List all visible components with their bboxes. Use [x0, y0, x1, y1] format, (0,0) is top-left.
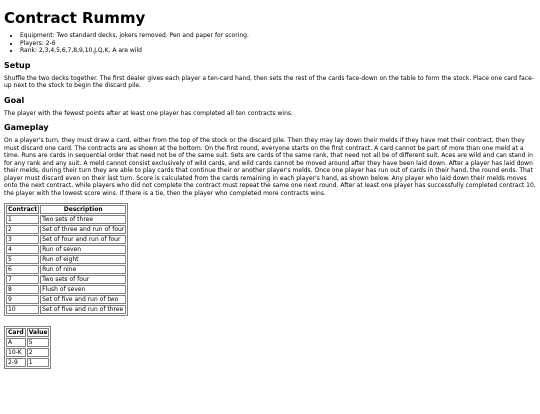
contract-description: Run of seven: [40, 245, 126, 254]
table-header-row: [6, 205, 126, 214]
contract-number: 4: [6, 245, 39, 254]
goal-text: The player with the fewest points after at least one player has completed all ten contracts wins.: [4, 109, 293, 117]
setup-heading: Setup: [4, 60, 31, 70]
contract-description: Two sets of four: [40, 275, 126, 284]
contract-description: Flush of seven: [40, 285, 126, 294]
page-title: Contract Rummy: [4, 9, 146, 27]
card-value: 5: [27, 338, 50, 347]
table-row: [6, 295, 126, 304]
table-row: [6, 265, 126, 274]
column-header-value: Value: [28, 329, 48, 336]
contract-number: 7: [6, 275, 39, 284]
goal-heading: Goal: [4, 95, 25, 105]
contract-number: 9: [6, 295, 39, 304]
setup-text: Shuffle the two decks together. The first dealer gives each player a ten-card hand, then sets the rest of the cards face-down on the table to form the stock. Place one card face-up next to the stock to begin the discard pile.: [4, 74, 534, 89]
contract-description: Set of five and run of two: [40, 295, 126, 304]
table-row: [6, 358, 49, 367]
table-row: [6, 225, 126, 234]
contract-description: Run of eight: [40, 255, 126, 264]
gameplay-heading: Gameplay: [4, 123, 49, 132]
column-header-contract: Contract: [8, 206, 38, 213]
contract-description: Two sets of three: [40, 215, 126, 224]
contract-number: 1: [6, 215, 39, 224]
table-row: [6, 275, 126, 284]
column-header-card: Card: [8, 329, 24, 336]
contracts-table: [4, 203, 128, 316]
table-header-row: [6, 328, 49, 337]
column-header-description: Description: [40, 205, 126, 214]
card-rank: 2-9: [6, 358, 26, 367]
intro-list: [4, 32, 536, 55]
gameplay-text: On a player's turn, they must draw a card, either from the top of the stock or the discard pile. Then they may lay down their melds if they have met their contract, then they must discard one card. The contracts are as shown at the bottom. On the first round, everyone starts on the first contract. A card cannot be part of more than one meld at a time. Runs are cards in sequential order that need not be of the same suit. Sets are cards of the same rank, that need not all be of different suit. Aces are wild and can stand in for any rank and any suit. A meld cannot consist exclusively of wild cards, and wild cards cannot be moved around after they have been laid down. After a player has laid down their melds, during their turn they are able to play cards that continue their or another player's melds. Once one player has run out of cards in their hand, the round ends. That player must discard even on their last turn. Score is calculated from the cards remaining in each player's hand, as shown below. Any player who laid down their melds moves onto the next contract, while players who did not complete the contract must repeat the same one next round. After at least one player has successfully completed contract 10, the player with the lowest score wins. If there is a tie, then the player who completed more contracts wins.: [4, 137, 536, 197]
table-row: [6, 215, 126, 224]
card-value: 2: [27, 348, 50, 357]
list-item-equipment: • Equipment: Two standard decks, jokers removed. Pen and paper for scoring.: [20, 32, 536, 40]
list-item-rank: • Rank: 2,3,4,5,6,7,8,9,10,J,Q,K, A are wild: [20, 47, 536, 55]
table-row: [6, 235, 126, 244]
contract-number: 2: [6, 225, 39, 234]
contract-number: 10: [6, 305, 39, 314]
contract-number: 6: [6, 265, 39, 274]
card-rank: 10-K: [6, 348, 26, 357]
table-row: [6, 285, 126, 294]
table-row: [6, 255, 126, 264]
card-values-table: [4, 326, 51, 369]
table-row: [6, 305, 126, 314]
contract-description: Set of three and run of four: [42, 226, 125, 233]
table-row: [6, 338, 49, 347]
document: [0, 9, 540, 369]
card-rank: A: [6, 338, 26, 347]
contract-description: Set of five and run of three: [40, 305, 126, 314]
contract-description: Run of nine: [40, 265, 126, 274]
contract-number: 8: [6, 285, 39, 294]
card-value: 1: [27, 358, 50, 367]
contract-description: Set of four and run of four: [40, 235, 126, 244]
contract-number: 3: [6, 235, 39, 244]
table-row: [6, 245, 126, 254]
list-item-players: • Players: 2-6: [20, 40, 536, 48]
table-row: [6, 348, 49, 357]
contract-number: 5: [6, 255, 39, 264]
